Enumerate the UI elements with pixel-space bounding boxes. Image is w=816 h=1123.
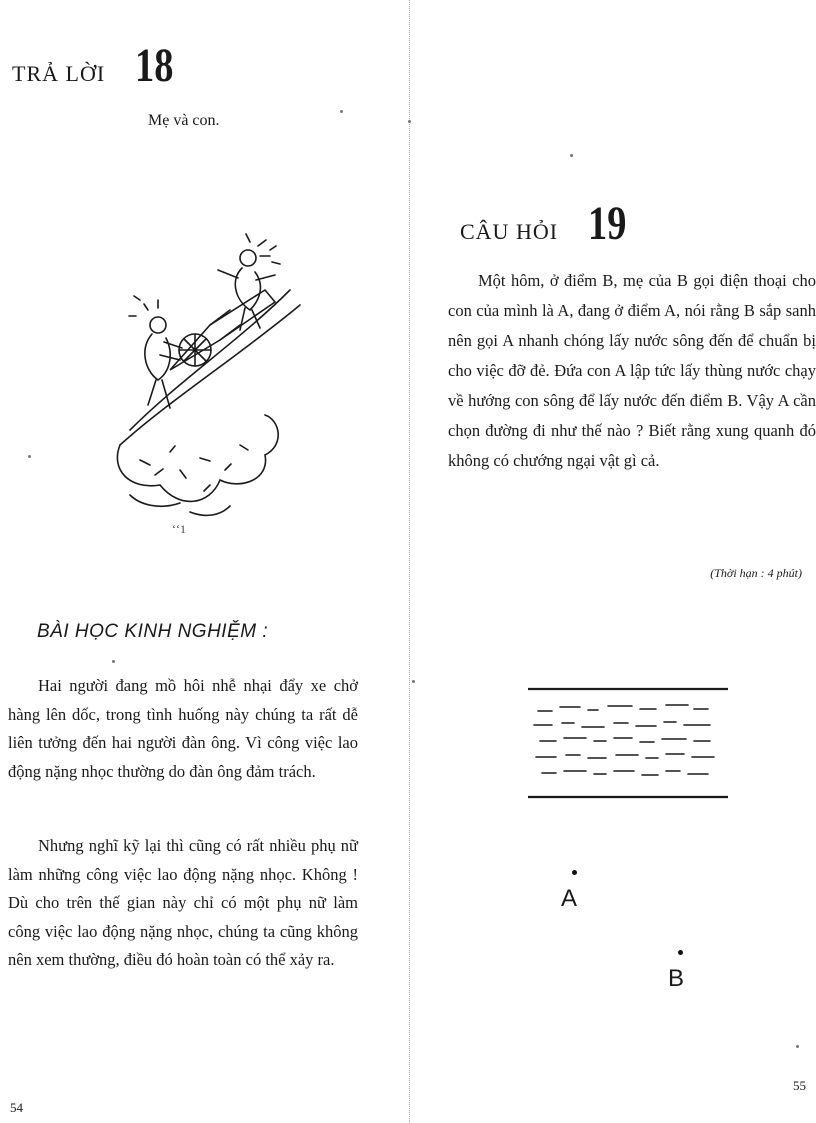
speck	[570, 154, 573, 157]
speck	[28, 455, 31, 458]
lesson-paragraph-1: Hai người đang mồ hôi nhễ nhại đẩy xe chở hàng lên dốc, trong tình huống này chúng ta rất dễ liên tưởng đến hai người đàn ông. Vì công việc lao động nặng nhọc thường do đàn ông đảm trách.	[8, 676, 358, 781]
speck	[408, 120, 411, 123]
speck	[340, 110, 343, 113]
river-drawing	[528, 683, 728, 803]
page-number-right: 55	[793, 1078, 806, 1093]
point-b-label: B	[668, 965, 685, 992]
lesson-title: BÀI HỌC KINH NGHIỆM :	[37, 621, 269, 642]
illustration-mark: ʻʻ1	[172, 522, 186, 536]
page-number-left: 54	[10, 1100, 23, 1115]
time-limit: (Thời hạn : 4 phút)	[710, 566, 802, 580]
cart-pushing-illustration	[100, 230, 340, 540]
point-b-dot	[678, 950, 683, 955]
question-heading-number: 19	[588, 197, 627, 250]
point-a-label: A	[561, 885, 578, 912]
answer-heading-word: TRẢ LỜI	[12, 61, 106, 86]
point-a-dot	[572, 870, 577, 875]
question-paragraph: Một hôm, ở điểm B, mẹ của B gọi điện thoại cho con của mình là A, đang ở điểm A, nói rằng B sắp sanh nên gọi A nhanh chóng lấy nước sông đến để chuẩn bị cho việc đỡ đẻ. Đứa con A lập tức lấy thùng nước chạy về hướng con sông để lấy nước đến điểm B. Vậy A cần chọn đường đi như thế nào ? Biết rằng xung quanh đó không có chướng ngại vật gì cả.	[448, 271, 816, 470]
right-page	[408, 0, 816, 1123]
answer-subtitle: Mẹ và con.	[148, 112, 220, 129]
question-heading-word: CÂU HỎI	[460, 219, 559, 244]
answer-heading	[12, 38, 183, 93]
speck	[112, 660, 115, 663]
lesson-paragraph-2: Nhưng nghĩ kỹ lại thì cũng có rất nhiều phụ nữ làm những công việc lao động nặng nhọc. Không ! Dù cho trên thế gian này chỉ có một phụ nữ làm công việc lao động nặng nhọc, chúng ta cũng không nên xem thường, điều đó hoàn toàn có thể xảy ra.	[8, 836, 358, 969]
question-heading	[460, 196, 636, 251]
answer-heading-number: 18	[135, 39, 174, 92]
speck	[796, 1045, 799, 1048]
speck	[412, 680, 415, 683]
